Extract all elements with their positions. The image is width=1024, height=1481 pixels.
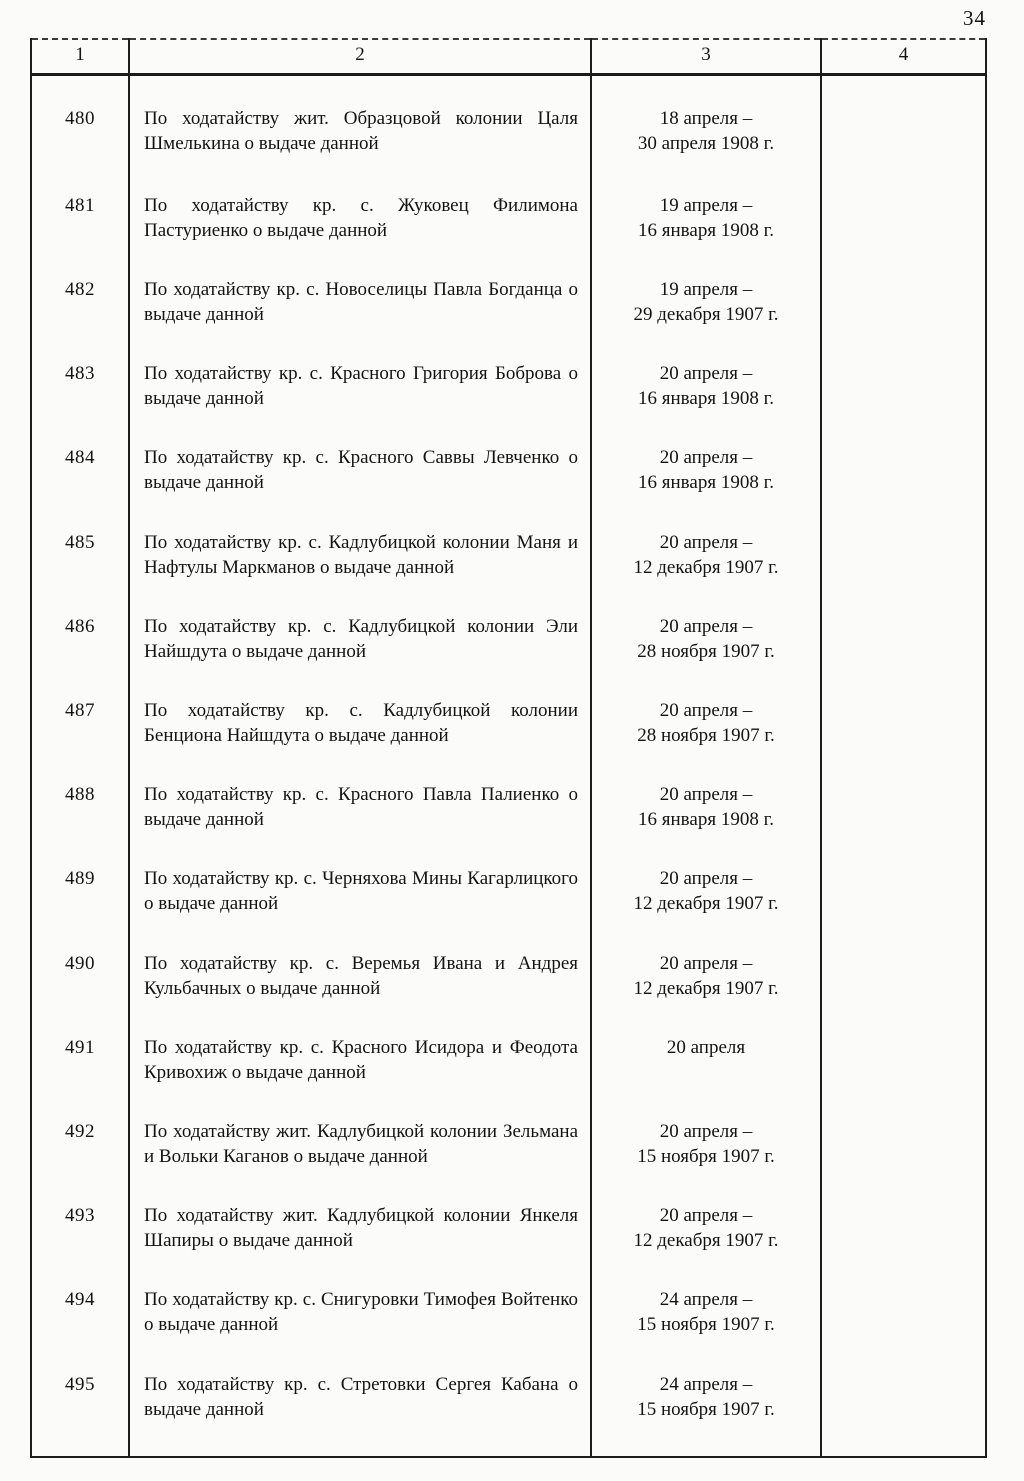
entry-date-start: 24 апреля – [659,1289,753,1311]
table-row [31,445,986,529]
entry-number: 487 [65,699,95,721]
table-row [31,1287,986,1371]
entry-date-start: 20 апреля – [659,1120,753,1142]
entry-date-start: 20 апреля – [659,1205,753,1227]
entry-date-end: 15 ноября 1907 г. [637,1398,775,1420]
entry-date-end: 16 января 1908 г. [638,809,774,831]
table-row [31,866,986,950]
table-body [31,75,986,1458]
entry-notes [821,277,986,361]
entry-dates [591,951,821,1035]
entry-dates [591,445,821,529]
entry-number: 481 [65,194,95,216]
table-row [31,530,986,614]
entry-date-start: 20 апреля – [659,447,753,469]
table-row [31,782,986,866]
entry-date-end: 12 декабря 1907 г. [633,1230,779,1252]
entry-date-end: 15 ноября 1907 г. [637,1314,775,1336]
entry-description: По ходатайству кр. с. Кадлубицкой колонии Маня и Нафтулы Маркманов о выдаче данной [129,530,591,614]
entry-notes [821,614,986,698]
entry-date-end: 16 января 1908 г. [638,388,774,410]
table-row [31,193,986,277]
entry-description: По ходатайству кр. с. Новоселицы Павла Богданца о выдаче данной [129,277,591,361]
entry-description: По ходатайству кр. с. Кадлубицкой колонии Бенциона Найшдута о выдаче данной [129,698,591,782]
entry-number: 485 [65,531,95,553]
entry-notes [821,1119,986,1203]
entry-dates [591,1372,821,1457]
entry-number: 493 [65,1205,95,1227]
entry-description: По ходатайству кр. с. Стретовки Сергея Кабана о выдаче данной [129,1372,591,1457]
entry-dates [591,75,821,193]
entry-number: 483 [65,363,95,385]
column-header-2: 2 [129,39,591,75]
registry-table [30,38,987,1458]
entry-date-start: 20 апреля – [659,784,753,806]
entry-number: 491 [65,1036,95,1058]
entry-description: По ходатайству кр. с. Снигуровки Тимофея Войтенко о выдаче данной [129,1287,591,1371]
entry-notes [821,1203,986,1287]
entry-notes [821,1287,986,1371]
entry-number: 495 [65,1373,95,1395]
entry-description: По ходатайству жит. Кадлубицкой колонии Зельмана и Вольки Каганов о выдаче данной [129,1119,591,1203]
entry-date-start: 24 апреля – [659,1373,753,1395]
entry-notes [821,530,986,614]
column-header-1: 1 [31,39,129,75]
entry-dates [591,1035,821,1119]
entry-date-start: 20 апреля – [659,615,753,637]
entry-notes [821,951,986,1035]
table-row [31,277,986,361]
entry-description: По ходатайству кр. с. Черняхова Мины Кагарлицкого о выдаче данной [129,866,591,950]
entry-dates [591,361,821,445]
entry-date-end: 12 декабря 1907 г. [633,977,779,999]
entry-dates [591,698,821,782]
entry-dates [591,614,821,698]
entry-notes [821,698,986,782]
entry-date-end: 16 января 1908 г. [638,472,774,494]
entry-description: По ходатайству кр. с. Красного Павла Палиенко о выдаче данной [129,782,591,866]
table-row [31,1119,986,1203]
entry-date-start: 20 апреля [666,1036,746,1058]
entry-date-start: 20 апреля – [659,868,753,890]
entry-date-start: 20 апреля – [659,952,753,974]
entry-date-start: 18 апреля – [659,108,753,129]
table-header [31,39,986,75]
entry-description: По ходатайству кр. с. Кадлубицкой колонии Эли Найшдута о выдаче данной [129,614,591,698]
entry-date-end: 28 ноября 1907 г. [637,724,775,746]
table-row [31,951,986,1035]
table-row [31,698,986,782]
entry-notes [821,866,986,950]
entry-notes [821,1372,986,1457]
entry-number: 489 [65,868,95,890]
table-row [31,1035,986,1119]
entry-description: По ходатайству кр. с. Жуковец Филимона Пастуриенко о выдаче данной [129,193,591,277]
entry-number: 492 [65,1120,95,1142]
entry-notes [821,193,986,277]
entry-date-end: 12 декабря 1907 г. [633,556,779,578]
entry-date-start: 19 апреля – [659,278,753,300]
entry-date-end: 15 ноября 1907 г. [637,1145,775,1167]
entry-number: 490 [65,952,95,974]
entry-date-end: 12 декабря 1907 г. [633,893,779,915]
column-header-4: 4 [821,39,986,75]
table-row [31,75,986,193]
entry-date-start: 20 апреля – [659,363,753,385]
entry-dates [591,1119,821,1203]
entry-date-end: 29 декабря 1907 г. [633,303,779,325]
entry-dates [591,782,821,866]
table-row [31,614,986,698]
entry-notes [821,1035,986,1119]
page-number: 34 [963,6,986,30]
entry-number: 486 [65,615,95,637]
entry-notes [821,445,986,529]
entry-dates [591,866,821,950]
entry-date-start: 20 апреля – [659,699,753,721]
column-header-row [31,39,986,75]
entry-description: По ходатайству кр. с. Красного Исидора и Феодота Кривохиж о выдаче данной [129,1035,591,1119]
table-row [31,1372,986,1457]
entry-number: 488 [65,784,95,806]
table-row [31,1203,986,1287]
entry-dates [591,530,821,614]
entry-number: 480 [65,108,95,129]
entry-date-end: 28 ноября 1907 г. [637,640,775,662]
entry-date-start: 20 апреля – [659,531,753,553]
column-header-3: 3 [591,39,821,75]
entry-number: 482 [65,278,95,300]
entry-description: По ходатайству кр. с. Веремья Ивана и Андрея Кульбачных о выдаче данной [129,951,591,1035]
entry-number: 494 [65,1289,95,1311]
entry-dates [591,193,821,277]
entry-date-start: 19 апреля – [659,194,753,216]
entry-description: По ходатайству жит. Кадлубицкой колонии Янкеля Шапиры о выдаче данной [129,1203,591,1287]
entry-notes [821,782,986,866]
entry-date-end: 16 января 1908 г. [638,219,774,241]
entry-notes [821,75,986,193]
entry-number: 484 [65,447,95,469]
entry-date-end: 30 апреля 1908 г. [637,133,775,154]
entry-dates [591,1287,821,1371]
table-row [31,361,986,445]
entry-description: По ходатайству кр. с. Красного Григория Боброва о выдаче данной [129,361,591,445]
entry-notes [821,361,986,445]
entry-description: По ходатайству кр. с. Красного Саввы Левченко о выдаче данной [129,445,591,529]
entry-dates [591,1203,821,1287]
entry-dates [591,277,821,361]
entry-description: По ходатайству жит. Образцовой колонии Цаля Шмелькина о выдаче данной [129,75,591,193]
